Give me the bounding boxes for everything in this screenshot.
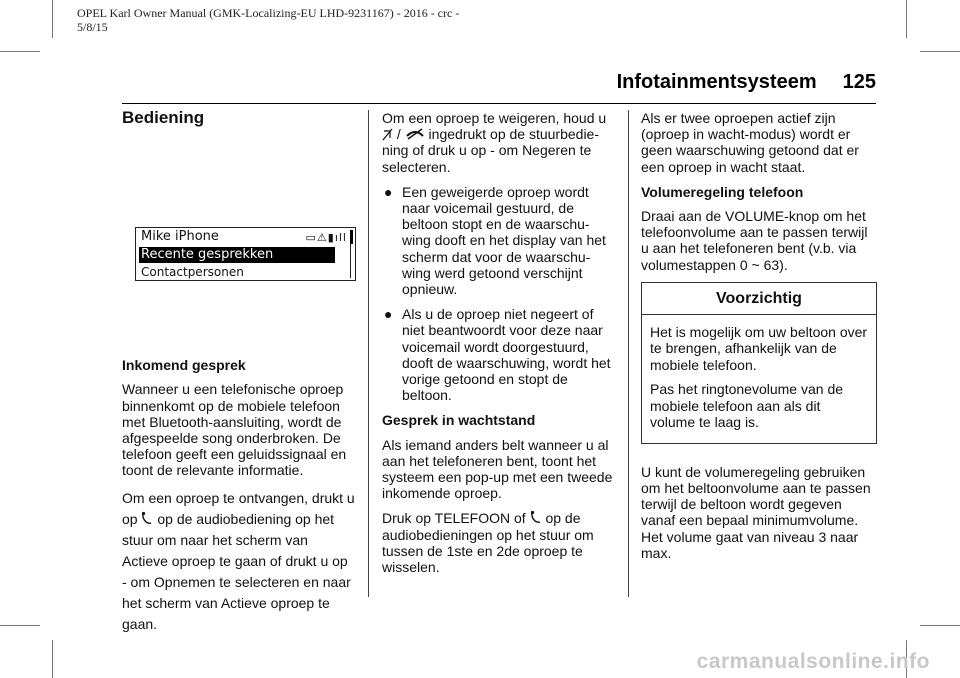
display-selected-item: Recente gesprekken bbox=[139, 247, 335, 263]
crop-mark bbox=[52, 0, 53, 38]
metadata-line-1: OPEL Karl Owner Manual (GMK-Localizing-EU LHD-9231167) - 2016 - crc - bbox=[77, 6, 460, 20]
column-divider bbox=[368, 110, 369, 597]
phone-icon bbox=[530, 510, 542, 524]
phone-display-illustration bbox=[135, 227, 356, 281]
column-divider bbox=[628, 110, 629, 597]
list-item: ● Een geweigerde oproep wordt naar voicemail gestuurd, de beltoon stopt en de waarschu- wing dooft en het display van het scherm dat voor de waarschu- wing werd getoond verschijnt opnieuw. bbox=[384, 183, 606, 298]
header-rule bbox=[122, 103, 876, 104]
phone-icon bbox=[141, 511, 153, 525]
crop-mark bbox=[0, 625, 40, 626]
subheading: Inkomend gesprek bbox=[122, 357, 246, 374]
paragraph: Draai aan de VOLUME-knop om het telefoonvolume aan te passen terwijl u aan het telefoneren bent (v.b. via volumestappen 0 ~ 63). bbox=[641, 208, 868, 273]
crop-mark bbox=[920, 51, 960, 52]
end-call-icon bbox=[405, 128, 425, 140]
caution-paragraph: Pas het ringtonevolume van de mobiele telefoon aan als dit volume te laag is. bbox=[650, 381, 844, 431]
paragraph: U kunt de volumeregeling gebruiken om het beltoonvolume aan te passen terwijl de beltoon wordt gegeven vanaf een bepaal minimumvolume. Het volume gaat van niveau 3 naar max. bbox=[641, 463, 871, 561]
metadata-line-2: 5/8/15 bbox=[77, 20, 108, 34]
caution-box bbox=[641, 282, 877, 444]
paragraph: Als iemand anders belt wanneer u al aan het telefoneren bent, toont het systeem een pop-up met een tweede inkomende oproep. bbox=[382, 436, 613, 502]
bullet-marker: ● bbox=[384, 183, 393, 200]
bullet-marker: ● bbox=[384, 306, 393, 323]
paragraph: Om een oproep te ontvangen, drukt u op op de audiobediening op het stuur om naar het scherm van Actieve oproep te gaan of drukt u op - om Opnemen te selecteren en naar het scherm van Actieve oproep te gaan. bbox=[122, 489, 355, 632]
paragraph: Wanneer u een telefonische oproep binnenkomt op de mobiele telefoon met Bluetooth-aansluiting, wordt de afgespeelde song onderbroken. De telefoon geeft een geluidssignaal en toont de relevante informatie. bbox=[122, 381, 347, 479]
running-head bbox=[617, 71, 876, 94]
chapter-title: Infotainmentsysteem bbox=[616, 71, 817, 93]
paragraph: Druk op TELEFOON of op de audiobedieningen op het stuur om tussen de 1ste en 2de oproep te wisselen. bbox=[382, 510, 594, 576]
subheading: Volumeregeling telefoon bbox=[641, 183, 804, 200]
page-number: 125 bbox=[842, 71, 876, 93]
column-2 bbox=[382, 110, 618, 584]
section-title: Bediening bbox=[122, 108, 205, 127]
subheading: Gesprek in wachtstand bbox=[382, 412, 536, 429]
crop-mark bbox=[0, 51, 40, 52]
caution-title: Voorzichtig bbox=[642, 283, 876, 315]
list-item: ● Als u de oproep niet negeert of niet beantwoordt voor deze naar voicemail wordt doorgestuurd, dooft de waarschuwing, wordt het vorige getoond en stopt de beltoon. bbox=[384, 306, 611, 404]
column-3 bbox=[641, 110, 877, 570]
caution-paragraph: Het is mogelijk om uw beltoon over te brengen, afhankelijk van de mobiele telefoon. bbox=[650, 323, 868, 373]
crop-mark bbox=[906, 0, 907, 38]
display-item: Contactpersonen bbox=[141, 265, 244, 280]
print-metadata bbox=[77, 6, 459, 34]
watermark: carmanualsonline.info bbox=[696, 650, 930, 673]
paragraph: Als er twee oproepen actief zijn (oproep in wacht-modus) wordt er geen waarschuwing getoond dat er een oproep in wacht staat. bbox=[641, 110, 859, 175]
paragraph: Om een oproep te weigeren, houd u / ingedrukt op de stuurbedie- ning of druk u op - om Negeren te selecteren. bbox=[382, 110, 607, 175]
display-status-icons: ▭⚠▮ıll bbox=[305, 231, 347, 245]
display-scrollbar bbox=[350, 230, 353, 278]
caution-body bbox=[642, 315, 876, 443]
crop-mark bbox=[52, 640, 53, 678]
display-device-name: Mike iPhone bbox=[141, 229, 219, 245]
crop-mark bbox=[920, 625, 960, 626]
mute-icon bbox=[382, 128, 393, 141]
column-1 bbox=[122, 110, 356, 644]
